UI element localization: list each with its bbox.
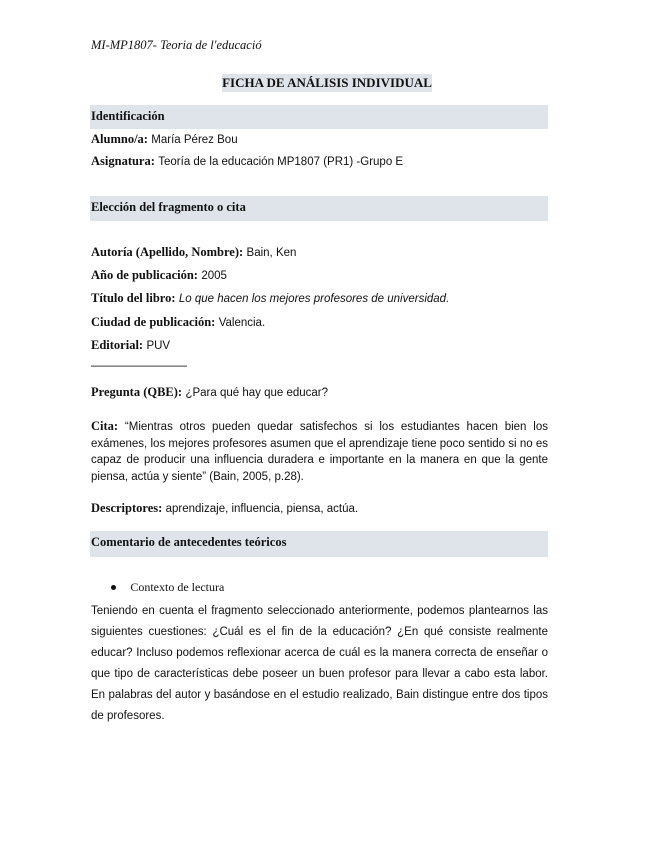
- pregunta-row: [91, 385, 328, 400]
- cita-text: “Mientras otros pueden quedar satisfechos si los estudiantes hacen bien los exámenes, los mejores profesores asumen que el aprendizaje tiene poco sentido si no es capaz de producir una influencia duradera e importante en la manera en que la gente piensa, actúa y siente” (Bain, 2005, p.28).: [91, 421, 548, 483]
- editorial-value: PUV: [146, 340, 171, 352]
- section-heading: Elección del fragmento o cita: [91, 200, 246, 214]
- anio-label: Año de publicación:: [91, 268, 198, 282]
- document-title: FICHA DE ANÁLISIS INDIVIDUAL: [222, 75, 432, 90]
- separator-line: ————————: [91, 358, 187, 372]
- ciudad-row: [91, 315, 265, 330]
- cita-label: Cita:: [91, 419, 119, 433]
- bullet-text: Contexto de lectura: [130, 580, 225, 594]
- bullet-dot-icon: [111, 585, 116, 590]
- cita-paragraph: [91, 418, 548, 485]
- section-eleccion-header: [90, 196, 548, 221]
- asignatura-label: Asignatura:: [91, 154, 155, 168]
- pregunta-label: Pregunta (QBE):: [91, 385, 183, 399]
- asignatura-value: Teoría de la educación MP1807 (PR1) -Grupo E: [158, 156, 404, 168]
- section-heading: Identificación: [91, 109, 165, 123]
- running-header: MI-MP1807- Teoria de l'educació: [91, 38, 262, 52]
- section-identificacion-header: [90, 105, 548, 129]
- editorial-label: Editorial:: [91, 338, 144, 352]
- autoria-label: Autoría (Apellido, Nombre):: [91, 245, 244, 259]
- comentario-paragraph: Teniendo en cuenta el fragmento seleccionado anteriormente, podemos plantearnos las siguientes cuestiones: ¿Cuál es el fin de la educación? ¿En qué consiste realmente educar? Incluso podemos reflexionar acerca de cuál es la manera correcta de enseñar o que tipo de características debe poseer un buen profesor para llevar a cabo esta labor. En palabras del autor y basándose en el estudio realizado, Bain distingue entre dos tipos de profesores.: [91, 605, 548, 722]
- section-comentario-header: [90, 531, 548, 557]
- section-heading: Comentario de antecedentes teóricos: [91, 535, 287, 549]
- ciudad-label: Ciudad de publicación:: [91, 315, 216, 329]
- anio-row: [91, 268, 227, 283]
- ciudad-value: Valencia.: [218, 317, 266, 329]
- titulo-value: Lo que hacen los mejores profesores de universidad.: [178, 293, 450, 305]
- titulo-label: Título del libro:: [91, 291, 176, 305]
- titulo-row: [91, 291, 449, 306]
- alumno-label: Alumno/a:: [91, 132, 148, 146]
- autoria-value: Bain, Ken: [246, 247, 297, 259]
- autoria-row: [91, 245, 296, 260]
- asignatura-row: [91, 154, 403, 169]
- descriptores-row: [91, 501, 358, 516]
- anio-value: 2005: [201, 270, 227, 282]
- editorial-row: [91, 338, 170, 353]
- alumno-row: [91, 132, 238, 147]
- bullet-item: [111, 580, 224, 595]
- alumno-value: María Pérez Bou: [151, 134, 238, 146]
- descriptores-label: Descriptores:: [91, 501, 163, 515]
- pregunta-value: ¿Para qué hay que educar?: [185, 387, 329, 399]
- descriptores-value: aprendizaje, influencia, piensa, actúa.: [165, 503, 359, 515]
